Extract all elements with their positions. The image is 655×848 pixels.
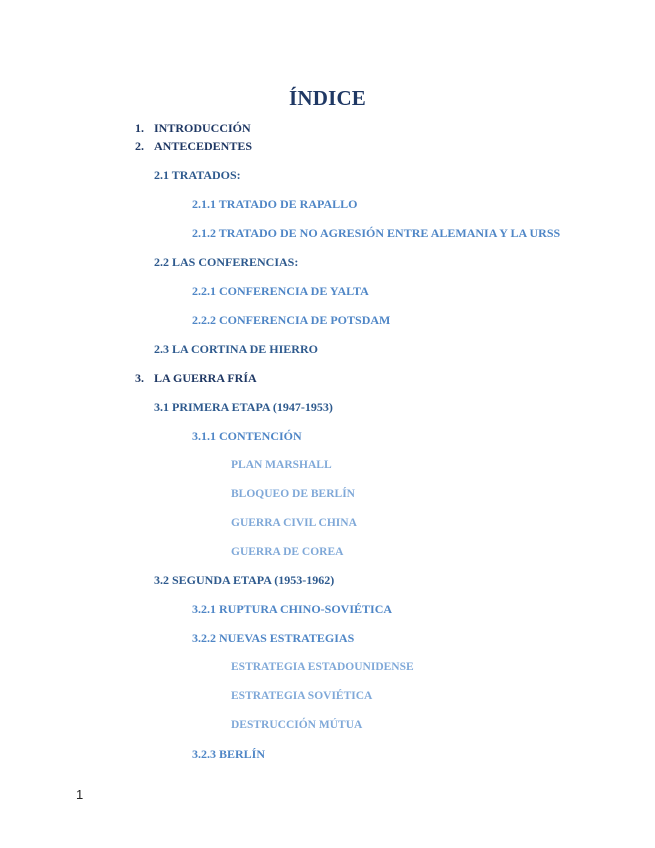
toc-entry-tratados: 2.1 TRATADOS: <box>154 168 241 182</box>
toc-entry-bloqueo-berlin: BLOQUEO DE BERLÍN <box>231 488 355 500</box>
toc-entry-tratado-rapallo: 2.1.1 TRATADO DE RAPALLO <box>192 197 358 211</box>
toc-entry-label: ANTECEDENTES <box>154 139 253 153</box>
toc-entry-cortina-hierro: 2.3 LA CORTINA DE HIERRO <box>154 342 318 356</box>
page-number: 1 <box>76 787 84 802</box>
toc-entry-ruptura-chino-sovietica: 3.2.1 RUPTURA CHINO-SOVIÉTICA <box>192 602 393 616</box>
toc-entry-nuevas-estrategias: 3.2.2 NUEVAS ESTRATEGIAS <box>192 631 355 645</box>
toc-entry-plan-marshall: PLAN MARSHALL <box>231 459 332 471</box>
toc-entry-destruccion-mutua: DESTRUCCIÓN MÚTUA <box>231 719 363 731</box>
toc-entry-contencion: 3.1.1 CONTENCIÓN <box>192 429 302 443</box>
toc-entry-tratado-no-agresion: 2.1.2 TRATADO DE NO AGRESIÓN ENTRE ALEMANIA Y LA URSS <box>192 226 561 240</box>
toc-entry-conferencia-potsdam: 2.2.2 CONFERENCIA DE POTSDAM <box>192 313 391 327</box>
toc-entry-guerra-civil-china: GUERRA CIVIL CHINA <box>231 517 357 529</box>
toc-entry-guerra-corea: GUERRA DE COREA <box>231 546 344 558</box>
toc-entry-number: 3. <box>135 371 144 385</box>
toc-entry-label: INTRODUCCIÓN <box>154 121 251 135</box>
toc-entry-estrategia-estadounidense: ESTRATEGIA ESTADOUNIDENSE <box>231 661 414 673</box>
toc-entry-segunda-etapa: 3.2 SEGUNDA ETAPA (1953-1962) <box>154 573 335 587</box>
toc-entry-guerra-fria <box>135 371 257 385</box>
toc-entry-primera-etapa: 3.1 PRIMERA ETAPA (1947-1953) <box>154 400 333 414</box>
toc-entry-label: LA GUERRA FRÍA <box>154 371 257 385</box>
toc-entry-berlin: 3.2.3 BERLÍN <box>192 747 266 761</box>
toc-entry-introduccion <box>135 121 251 135</box>
toc-entry-number: 2. <box>135 139 144 153</box>
toc-entry-number: 1. <box>135 121 144 135</box>
toc-entry-conferencias: 2.2 LAS CONFERENCIAS: <box>154 255 299 269</box>
toc-entry-estrategia-sovietica: ESTRATEGIA SOVIÉTICA <box>231 690 373 702</box>
toc-entry-conferencia-yalta: 2.2.1 CONFERENCIA DE YALTA <box>192 284 369 298</box>
toc-entry-antecedentes <box>135 139 252 153</box>
page-title: ÍNDICE <box>288 86 367 110</box>
